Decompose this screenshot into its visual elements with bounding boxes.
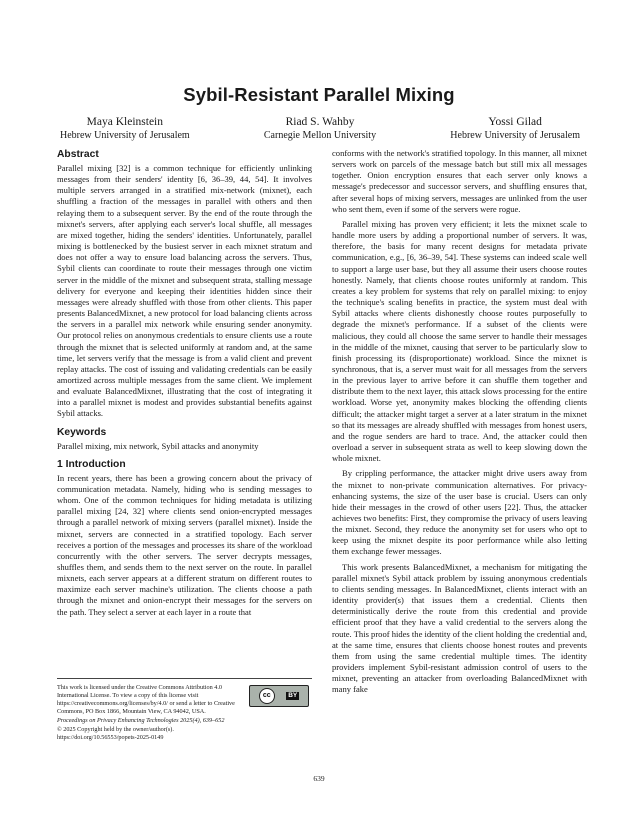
body-paragraph: Parallel mixing has proven very efficient; it lets the mixnet scale to handle more users by adding a proportional number of servers. It was, therefore, the basis for many recent designs for metadata private communication, e.g., [6, 36–39, 54]. These systems can indeed scale well to support a large user base, but they all assume their users choose routes honestly. Namely, that clients choose routes uniformly at random. This creates a key problem for systems that rely on parallel mixing: to enjoy the technique's scaling benefits in practice, the system must deal with Sybil attacks where clients dishonestly choose routes purposefully to degrade the mixnet's performance. If a subset of the clients were malicious, they could all choose the same server to handle their messages in the middle of the mixnet, causing that server to be particularly slow to finish processing its (disproportionate) workload. Since the mixnet is synchronous, that is, a server must wait for all messages from the servers in the previous layer to arrive before it can shuffle them together and distribute them to the next layer, this attack slows processing for the entire workload. Worse yet, anonymity makes blocking the offending clients difficult; the attacker might target a server at a later stratum in the mixnet so that its messages are already shuffled with messages from honest users, and the rogue senders are hard to trace. And, the attacker could then overload a server in subsequent strata as well to keep slowing down the whole mixnet. — [332, 218, 587, 464]
keywords-text: Parallel mixing, mix network, Sybil attacks and anonymity — [57, 440, 259, 451]
paper-title: Sybil-Resistant Parallel Mixing — [183, 84, 455, 105]
abstract-text: Parallel mixing [32] is a common technique for efficiently unlinking messages from their senders' identity [6, 36–39, 44, 54]. It involves multiple servers arranged in a stratified mix-network (mixnet), each shuffling a fraction of the messages in parallel with others and then relaying them to a subsequent server. By the end of the route through the mixnet's servers, after applying each server's local shuffle, all messages are mixed together, hiding the senders' identities. Unfortunately, parallel mixing is bottlenecked by the busiest server in each mixnet stratum and does not offer a way to ensure load balancing across the servers. Thus, Sybil clients can coordinate to route their messages through one victim server in the middle of the mixnet and subsequent strata, stalling message delivery for everyone and keeping their identities hidden since their messages were already shuffled with those from other clients. This paper presents BalancedMixnet, a new protocol for load balancing clients across the servers in a parallel mix network while ensuring sender anonymity. Our protocol relies on anonymous credentials to ensure clients use a route through the mixnet that is selected uniformly at random and, at the same time, let servers verify that the message is from a valid client and prevent replay attacks. The cost of issuing and validating credentials can be easily amortized across multiple messages from the same client. We implement and evaluate BalancedMixnet, illustrating that the cost of integrating it into a parallel mixnet is modest and provides substantial benefits against Sybil attacks. — [57, 163, 312, 419]
footnote — [57, 678, 312, 742]
copyright-line: © 2025 Copyright held by the owner/author(s). — [57, 725, 174, 733]
author-block — [60, 115, 580, 142]
keywords-heading: Keywords — [57, 426, 107, 438]
license-text: This work is licensed under the Creative Commons Attribution 4.0 International License. To view a copy of this license visit https://creativecommons.org/licenses/by/4.0/ or send a letter to Creative Commons, PO Box 1866, Mountain View, CA 94042, USA. — [57, 684, 235, 715]
introduction-section — [57, 458, 312, 618]
author-name: Riad S. Wahby — [285, 116, 355, 128]
cc-by-badge — [249, 685, 309, 707]
author-name: Maya Kleinstein — [86, 116, 163, 128]
author-1 — [60, 115, 190, 142]
author-2 — [264, 115, 376, 142]
left-column — [57, 148, 312, 622]
author-affiliation: Hebrew University of Jerusalem — [450, 130, 580, 141]
body-paragraph: This work presents BalancedMixnet, a mechanism for mitigating the parallel mixnet's Sybil attack problem by issuing anonymous credentials to clients sending messages. In BalancedMixnet, clients interact with an identity provider(s) that issues them a credential. Clients then deterministically derive the route from this credential and provide efficient proof that they have a valid credential to the servers along the route. This proof hides the identity of the client holding the credential and, at the same time, ensures that clients choose honest routes and prevents them from using the same credential multiple times. The identity providers implement Sybil-resistant admission control of users to the mixnet, preventing an attacker from overloading BalancedMixnet with many fake — [332, 561, 587, 695]
doi-link[interactable]: https://doi.org/10.56553/popets-2025-0149 — [57, 734, 164, 742]
author-3 — [450, 115, 580, 142]
proceedings-line: Proceedings on Privacy Enhancing Technologies 2025(4), 639–652 — [57, 716, 225, 724]
author-affiliation: Hebrew University of Jerusalem — [60, 130, 190, 141]
right-column — [332, 148, 587, 700]
author-affiliation: Carnegie Mellon University — [263, 130, 377, 141]
attribution-label: BY — [288, 692, 298, 700]
body-paragraph: By crippling performance, the attacker might drive users away from the mixnet to non-private communication alternatives. For privacy-enhancing systems, the size of the user base is crucial. Users can only hide their messages in the crowd of other users [22]. Thus, the attacker achieves two benefits: First, they compromise the privacy of users leaving the mixnet. Second, they reduce the anonymity set for users who opt to keep using the mixnet despite its poor performance while also letting them exchange fewer messages. — [332, 468, 587, 557]
introduction-text: In recent years, there has been a growing concern about the privacy of communication metadata. Namely, hiding who is sending messages to whom. One of the common techniques for hiding metadata is utilizing parallel mixing [24, 32] where clients send onion-encrypted messages through a parallel network of mixing servers (parallel mixnet). Inside the mixnet, servers are connected in a stratified topology. Each server receives a portion of the messages and processes its share of the workload concurrently with the other servers. The server decrypts messages, shuffles them, and sends them to the next server on the route. In parallel mixnets, each server appears at a different stratum on different routes to maximize each server machine's utilization. The clients choose a path through the mixnet and onion-encrypt their messages for the servers on the path. They select a server at each layer in a route that — [57, 472, 312, 617]
abstract-heading: Abstract — [57, 149, 99, 160]
author-name: Yossi Gilad — [488, 116, 542, 128]
body-paragraph: conforms with the network's stratified topology. In this manner, all mixnet servers work on parcels of the message batch but still mix all messages together. Onion encryption ensures that each server only knows a message's predecessor and successor servers, and shuffling ensures that, after several hops of mixing servers, messages are unlinked from the user who sent them, even if some of the servers were rogue. — [332, 148, 587, 214]
creative-commons-icon: cc — [259, 688, 275, 704]
keywords-section — [57, 426, 312, 452]
introduction-heading: 1 Introduction — [57, 458, 126, 470]
page-number: 639 — [313, 774, 325, 783]
